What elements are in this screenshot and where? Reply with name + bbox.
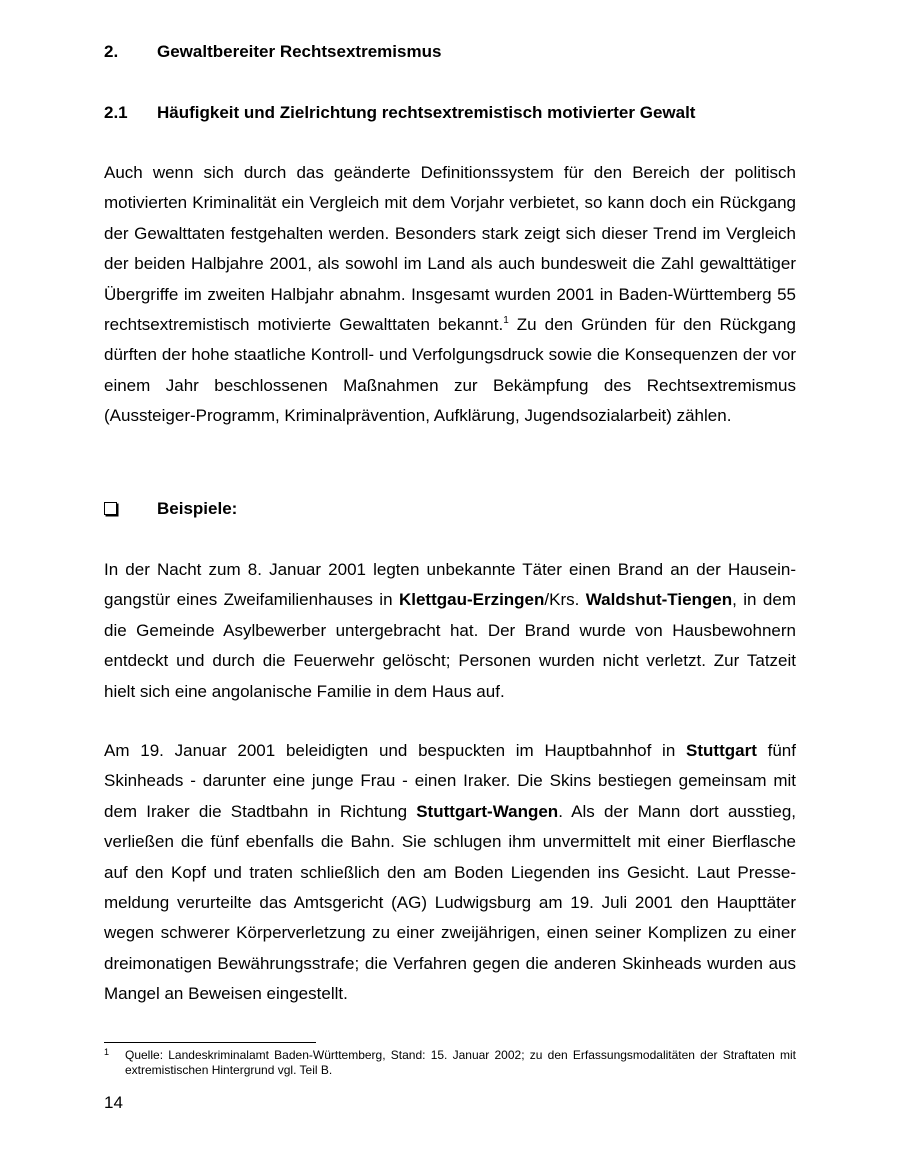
example1-text-a: In der Nacht zum 8. Januar 2001 legten unbekannte Täter einen Brand an der Hauseingangstür eines Zweifamilienhauses in — [104, 560, 796, 610]
intro-paragraph — [104, 158, 796, 432]
example-paragraph-1 — [104, 555, 796, 707]
subsection-title: Häufigkeit und Zielrichtung rechtsextremistisch motivierter Gewalt — [157, 103, 696, 122]
example2-text-a: Am 19. Januar 2001 beleidigten und bespuckten im Hauptbahnhof in — [104, 741, 687, 760]
subsection-heading — [104, 103, 695, 123]
example2-place-stuttgart: Stuttgart — [686, 741, 757, 760]
footnote-separator — [104, 1042, 316, 1043]
intro-text: Auch wenn sich durch das geänderte Definitionssystem für den Bereich der politisch motivierten Kriminalität ein Vergleich mit dem Vorjahr verbietet, so kann doch ein Rückgang der Gewalttaten festgehalten werden. Besonders stark zeigt sich dieser Trend im Vergleich der beiden Halbjahre 2001, als sowohl im Land als auch bundesweit die Zahl gewalttätiger Übergriffe im zweiten Halbjahr abnahm. Insgesamt wurden 2001 in Baden-Württemberg 55 rechtsextremistisch motivierte Gewalttaten bekannt. — [104, 163, 796, 335]
section-number: 2. — [104, 42, 119, 61]
example1-place-waldshut: Waldshut-Tiengen — [585, 590, 733, 610]
example2-text-b: fünf Skinheads - darunter eine junge Frau - einen Iraker. Die Skins bestiegen gemeinsam mit dem Iraker die Stadtbahn in Richtung — [104, 741, 796, 821]
examples-heading-label: Beispiele: — [157, 499, 238, 518]
footnote — [104, 1048, 796, 1078]
example2-place-stuttgart-wangen: Stuttgart-Wangen — [416, 801, 559, 821]
footnote-text: Quelle: Landeskriminalamt Baden-Württemberg, Stand: 15. Januar 2002; zu den Erfassungsmodalitäten der Straftaten mit extremistischen Hintergrund vgl. Teil B. — [125, 1048, 796, 1077]
section-heading — [104, 42, 441, 62]
section-title: Gewaltbereiter Rechtsextremismus — [157, 42, 442, 61]
page-number: 14 — [104, 1093, 123, 1112]
example1-text-b: /Krs. — [544, 590, 586, 610]
subsection-number: 2.1 — [104, 103, 128, 122]
example2-text-c: . Als der Mann dort ausstieg, verließen die fünf ebenfalls die Bahn. Sie schlugen ihm unvermittelt mit einer Bierflasche auf den Kopf und traten schließlich den am Boden Liegenden ins Gesicht. Laut Pressemeldung verurteilte das Amtsgericht (AG) Ludwigsburg am 19. Juli 2001 den Haupttäter wegen schwerer Körperverletzung zu einer zweijährigen, einen seiner Komplizen zu einer dreimonatigen Bewährungsstrafe; die Verfahren gegen die anderen Skinheads wurden aus Mangel an Beweisen eingestellt. — [104, 801, 796, 1004]
examples-heading — [104, 499, 237, 519]
example1-text-c: , in dem die Gemeinde Asylbewerber untergebracht hat. Der Brand wurde von Hausbewohnern entdeckt und durch die Feuerwehr gelöscht; Personen wurden nicht verletzt. Zur Tatzeit hielt sich eine angolanische Familie in dem Haus auf. — [104, 590, 796, 701]
footnote-mark: 1 — [104, 1047, 110, 1057]
intro-text-continued: Zu den Gründen für den Rückgang dürften der hohe staatliche Kontroll- und Verfolgungsdruck sowie die Konsequenzen der vor einem Jahr beschlossenen Maßnahmen zur Bekämpfung des Rechtsextremismus (Aussteiger-Programm, Kriminalprävention, Aufklärung, Jugendsozialarbeit) zählen. — [104, 315, 797, 426]
checkbox-bullet-icon — [104, 502, 117, 515]
example1-place-klettgau: Klettgau-Erzingen — [398, 590, 545, 610]
footnote-reference: 1 — [503, 315, 509, 327]
example-paragraph-2 — [104, 736, 796, 1010]
